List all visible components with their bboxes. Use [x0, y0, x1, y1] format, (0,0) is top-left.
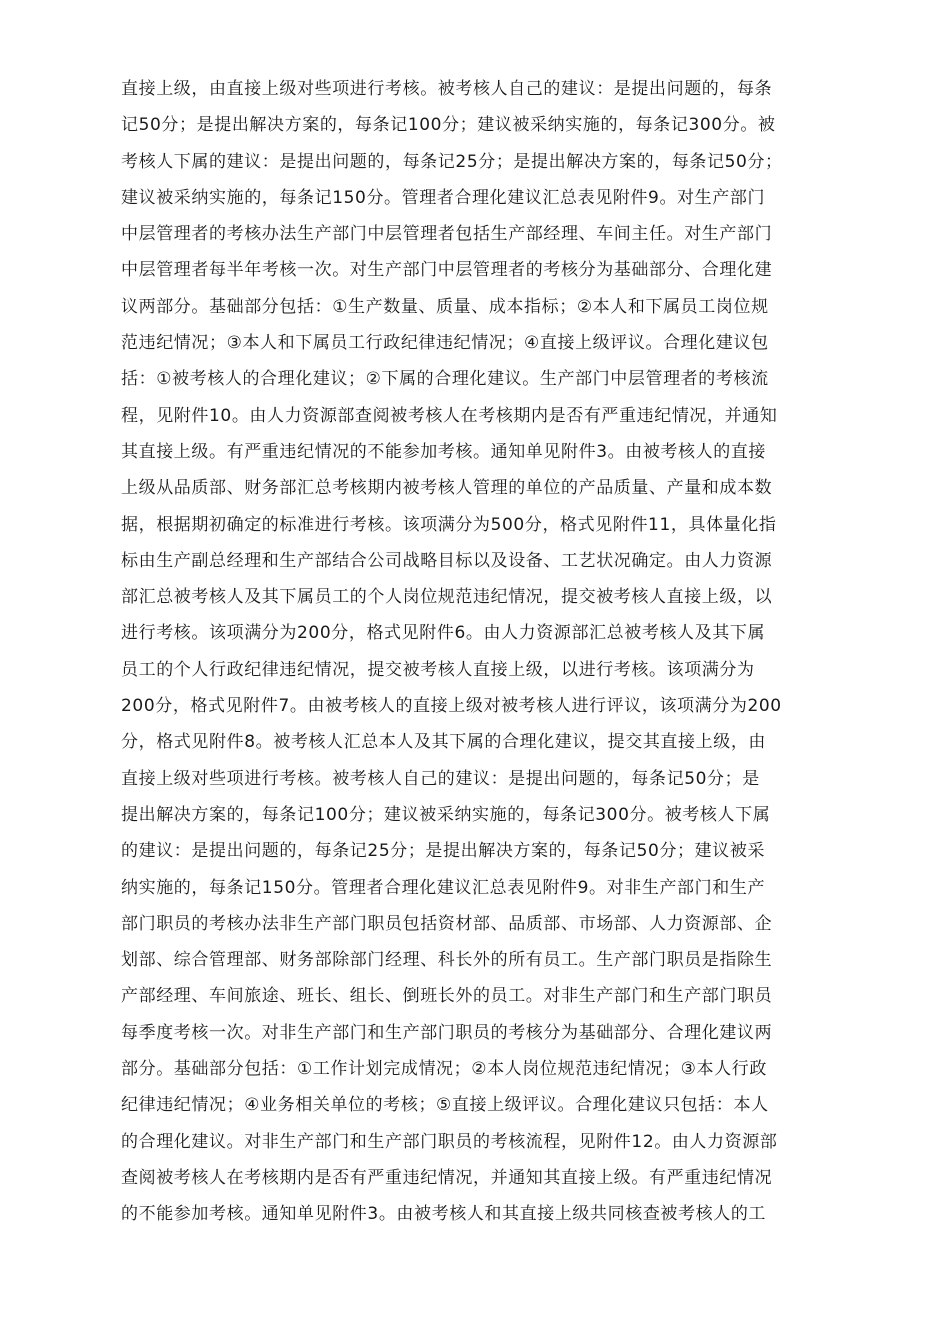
text-line: 查阅被考核人在考核期内是否有严重违纪情况，并通知其直接上级。有严重违纪情况: [121, 1167, 773, 1188]
text-line: 标由生产副总经理和生产部结合公司战略目标以及设备、工艺状况确定。由人力资源: [121, 550, 773, 571]
text-line: 直接上级，由直接上级对些项进行考核。被考核人自己的建议：是提出问题的，每条: [121, 79, 773, 99]
text-line: 括：①被考核人的合理化建议；②下属的合理化建议。生产部门中层管理者的考核流: [121, 369, 769, 390]
text-line: 进行考核。该项满分为200分，格式见附件6。由人力资源部汇总被考核人及其下属: [121, 623, 766, 644]
text-line: 议两部分。基础部分包括：①生产数量、质量、成本指标；②本人和下属员工岗位规: [121, 296, 769, 317]
text-line: 中层管理者的考核办法生产部门中层管理者包括生产部经理、车间主任。对生产部门: [121, 224, 773, 245]
text-line: 建议被采纳实施的，每条记150分。管理者合理化建议汇总表见附件9。对生产部门: [121, 187, 766, 208]
text-line: 据，根据期初确定的标准进行考核。该项满分为500分，格式见附件11，具体量化指: [121, 514, 777, 535]
text-line: 考核人下属的建议：是提出问题的，每条记25分；是提出解决方案的，每条记50分；: [121, 151, 783, 172]
text-line: 纳实施的，每条记150分。管理者合理化建议汇总表见附件9。对非生产部门和生产: [121, 877, 766, 898]
text-line: 员工的个人行政纪律违纪情况，提交被考核人直接上级，以进行考核。该项满分为: [121, 659, 755, 680]
text-line: 部分。基础部分包括：①工作计划完成情况；②本人岗位规范违纪情况；③本人行政: [121, 1059, 767, 1080]
text-line: 分，格式见附件8。被考核人汇总本人及其下属的合理化建议，提交其直接上级，由: [121, 732, 767, 753]
text-line: 的不能参加考核。通知单见附件3。由被考核人和其直接上级共同核查被考核人的工: [121, 1204, 767, 1225]
text-line: 200分，格式见附件7。由被考核人的直接上级对被考核人进行评议，该项满分为200: [121, 696, 782, 717]
text-line: 范违纪情况；③本人和下属员工行政纪律违纪情况；④直接上级评议。合理化建议包: [121, 333, 769, 354]
text-line: 的合理化建议。对非生产部门和生产部门职员的考核流程，见附件12。由人力资源部: [121, 1131, 778, 1152]
text-line: 提出解决方案的，每条记100分；建议被采纳实施的，每条记300分。被考核人下属: [121, 804, 771, 825]
text-line: 产部经理、车间旅途、班长、组长、倒班长外的员工。对非生产部门和生产部门职员: [121, 986, 773, 1007]
text-line: 程，见附件10。由人力资源部查阅被考核人在考核期内是否有严重违纪情况，并通知: [121, 405, 778, 426]
text-line: 部门职员的考核办法非生产部门职员包括资材部、品质部、市场部、人力资源部、企: [121, 913, 773, 934]
text-line: 的建议：是提出问题的，每条记25分；是提出解决方案的，每条记50分；建议被采: [121, 841, 766, 862]
text-line: 中层管理者每半年考核一次。对生产部门中层管理者的考核分为基础部分、合理化建: [121, 260, 773, 281]
text-line: 其直接上级。有严重违纪情况的不能参加考核。通知单见附件3。由被考核人的直接: [121, 441, 767, 462]
text-line: 上级从品质部、财务部汇总考核期内被考核人管理的单位的产品质量、产量和成本数: [121, 478, 773, 499]
body-text: [121, 71, 841, 1233]
text-line: 部汇总被考核人及其下属员工的个人岗位规范违纪情况，提交被考核人直接上级，以: [121, 587, 773, 608]
text-line: 直接上级对些项进行考核。被考核人自己的建议：是提出问题的，每条记50分；是: [121, 768, 760, 789]
text-line: 纪律违纪情况；④业务相关单位的考核；⑤直接上级评议。合理化建议只包括：本人: [121, 1095, 769, 1116]
text-line: 每季度考核一次。对非生产部门和生产部门职员的考核分为基础部分、合理化建议两: [121, 1022, 773, 1043]
text-line: 划部、综合管理部、财务部除部门经理、科长外的所有员工。生产部门职员是指除生: [121, 950, 773, 971]
text-line: 记50分；是提出解决方案的，每条记100分；建议被采纳实施的，每条记300分。被: [121, 115, 776, 136]
